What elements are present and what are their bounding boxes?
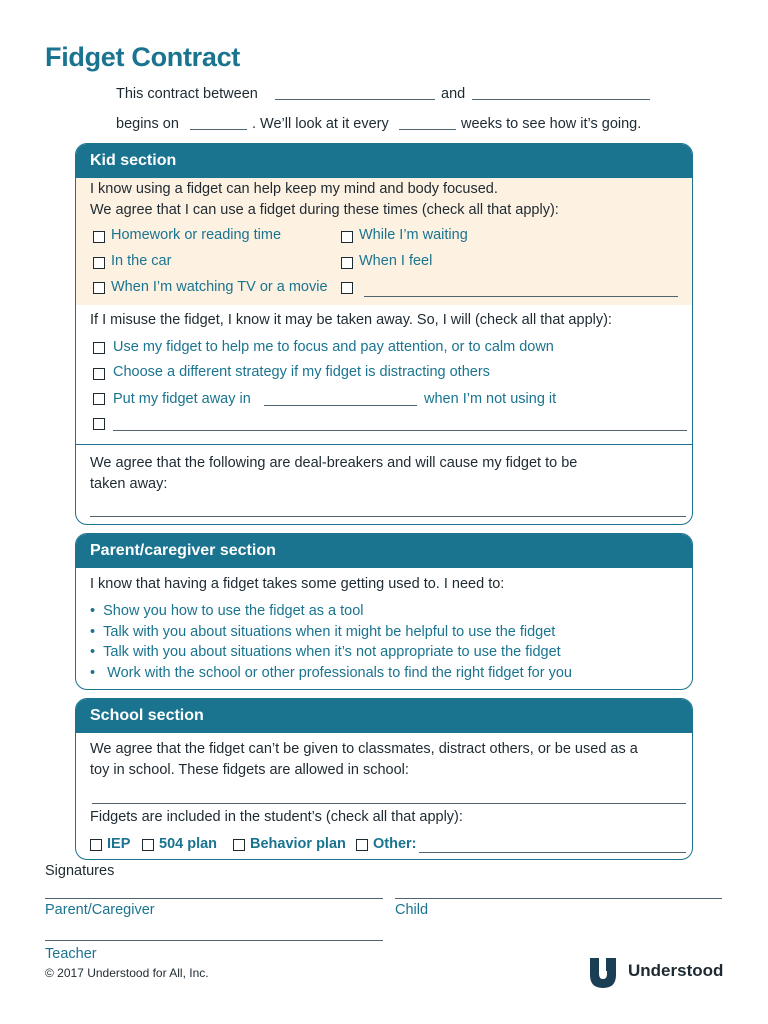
- weeks-blank[interactable]: [399, 129, 456, 130]
- intro-text-between: This contract between: [116, 86, 258, 102]
- brand-name: Understood: [628, 961, 724, 980]
- parent-item-text: Talk with you about situations when it’s not appropriate to use the fidget: [103, 644, 561, 660]
- checkbox-504[interactable]: [142, 839, 154, 851]
- checkbox-focus[interactable]: [93, 342, 105, 354]
- allowed-fidgets-blank[interactable]: [92, 803, 686, 804]
- checkbox-behavior[interactable]: [233, 839, 245, 851]
- plan-iep: IEP: [107, 836, 131, 852]
- checkbox-car[interactable]: [93, 257, 105, 269]
- copyright-text: © 2017 Understood for All, Inc.: [45, 966, 209, 980]
- parent-section: [75, 533, 693, 690]
- name-blank-1[interactable]: [275, 99, 435, 100]
- option-car: In the car: [111, 253, 172, 269]
- child-signature-label: Child: [395, 902, 429, 918]
- teacher-signature-line[interactable]: [45, 940, 383, 941]
- dealbreaker-text-1: We agree that the following are deal-breakers and will cause my fidget to be: [90, 455, 578, 471]
- child-signature-line[interactable]: [395, 898, 722, 899]
- plan-other: Other:: [373, 836, 417, 852]
- parent-item-text: Work with the school or other professionals to find the right fidget for you: [107, 665, 572, 681]
- school-section-header: School section: [76, 699, 692, 733]
- plan-504: 504 plan: [159, 836, 218, 852]
- checkbox-waiting[interactable]: [341, 231, 353, 243]
- kid-times-prompt: We agree that I can use a fidget during these times (check all that apply):: [90, 202, 559, 218]
- page-title: Fidget Contract: [45, 42, 240, 72]
- parent-intro-text: I know that having a fidget takes some getting used to. I need to:: [90, 576, 505, 592]
- date-blank[interactable]: [190, 129, 247, 130]
- option-put-away: Put my fidget away in: [113, 391, 251, 407]
- checkbox-iep[interactable]: [90, 839, 102, 851]
- option-put-away-end: when I’m not using it: [424, 391, 557, 407]
- option-strategy: Choose a different strategy if my fidget is distracting others: [113, 364, 490, 380]
- checkbox-when-i-feel[interactable]: [341, 257, 353, 269]
- dealbreaker-blank[interactable]: [90, 516, 686, 517]
- option-waiting: While I’m waiting: [359, 227, 468, 243]
- kid-divider: [76, 444, 692, 445]
- school-text-2: toy in school. These fidgets are allowed in school:: [90, 762, 409, 778]
- option-homework: Homework or reading time: [111, 227, 282, 243]
- parent-item: • Work with the school or other professionals to find the right fidget for you: [90, 665, 572, 681]
- other-plan-blank[interactable]: [419, 852, 686, 853]
- parent-item: • Talk with you about situations when it’s not appropriate to use the fidget: [90, 644, 561, 660]
- parent-signature-line[interactable]: [45, 898, 383, 899]
- school-section: [75, 698, 693, 860]
- option-tv: When I’m watching TV or a movie: [111, 279, 328, 295]
- intro-text-every: . We’ll look at it every: [252, 116, 389, 132]
- parent-item: • Show you how to use the fidget as a tool: [90, 603, 364, 619]
- intro-text-begins: begins on: [116, 116, 179, 132]
- understood-logo-icon: [587, 955, 619, 989]
- school-text-1: We agree that the fidget can’t be given to classmates, distract others, or be used as a: [90, 741, 638, 757]
- checkbox-tv[interactable]: [93, 282, 105, 294]
- put-away-blank[interactable]: [264, 405, 417, 406]
- name-blank-2[interactable]: [472, 99, 650, 100]
- other-time-blank[interactable]: [364, 296, 678, 297]
- checkbox-other-plan[interactable]: [356, 839, 368, 851]
- parent-item: • Talk with you about situations when it might be helpful to use the fidget: [90, 624, 556, 640]
- misuse-prompt: If I misuse the fidget, I know it may be taken away. So, I will (check all that apply):: [90, 312, 612, 328]
- kid-section-header: Kid section: [76, 144, 692, 178]
- dealbreaker-text-2: taken away:: [90, 476, 168, 492]
- checkbox-other-action[interactable]: [93, 418, 105, 430]
- school-plans-prompt: Fidgets are included in the student’s (check all that apply):: [90, 809, 463, 825]
- option-focus: Use my fidget to help me to focus and pay attention, or to calm down: [113, 339, 554, 355]
- intro-text-weeks: weeks to see how it’s going.: [461, 116, 642, 132]
- checkbox-other-time[interactable]: [341, 282, 353, 294]
- checkbox-put-away[interactable]: [93, 393, 105, 405]
- option-when-i-feel: When I feel: [359, 253, 433, 269]
- checkbox-homework[interactable]: [93, 231, 105, 243]
- kid-section: [75, 143, 693, 525]
- parent-item-text: Talk with you about situations when it might be helpful to use the fidget: [103, 624, 556, 640]
- other-action-blank[interactable]: [113, 430, 687, 431]
- parent-signature-label: Parent/Caregiver: [45, 902, 155, 918]
- parent-section-header: Parent/caregiver section: [76, 534, 692, 568]
- checkbox-strategy[interactable]: [93, 368, 105, 380]
- signatures-heading: Signatures: [45, 863, 115, 879]
- plan-behavior: Behavior plan: [250, 836, 346, 852]
- parent-item-text: Show you how to use the fidget as a tool: [103, 603, 364, 619]
- teacher-signature-label: Teacher: [45, 946, 97, 962]
- kid-intro-text: I know using a fidget can help keep my mind and body focused.: [90, 181, 498, 197]
- intro-text-and: and: [441, 86, 466, 102]
